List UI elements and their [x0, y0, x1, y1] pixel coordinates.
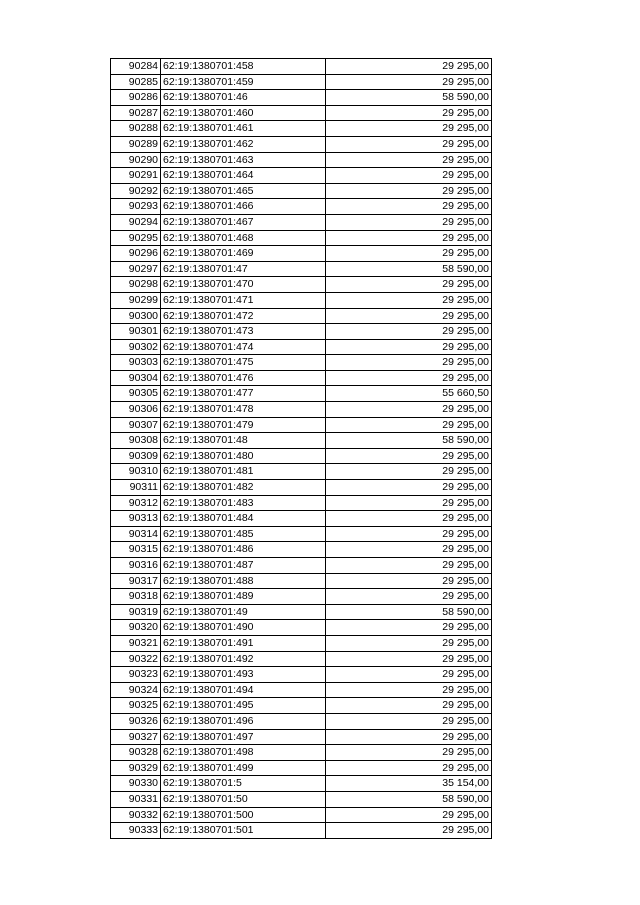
- cadastral-number-cell: 62:19:1380701:460: [161, 105, 326, 121]
- row-number-cell: 90311: [111, 480, 161, 496]
- table-row: [111, 277, 492, 293]
- value-cell: 29 295,00: [326, 573, 492, 589]
- row-number-cell: 90308: [111, 433, 161, 449]
- table-row: [111, 807, 492, 823]
- cadastral-number-cell: 62:19:1380701:469: [161, 246, 326, 262]
- table-row: [111, 558, 492, 574]
- row-number-cell: 90295: [111, 230, 161, 246]
- value-cell: 29 295,00: [326, 308, 492, 324]
- cadastral-number-cell: 62:19:1380701:495: [161, 698, 326, 714]
- value-cell: 29 295,00: [326, 448, 492, 464]
- row-number-cell: 90306: [111, 402, 161, 418]
- row-number-cell: 90307: [111, 417, 161, 433]
- value-cell: 29 295,00: [326, 152, 492, 168]
- table-row: [111, 589, 492, 605]
- value-cell: 29 295,00: [326, 230, 492, 246]
- value-cell: 58 590,00: [326, 90, 492, 106]
- table-row: [111, 604, 492, 620]
- cadastral-number-cell: 62:19:1380701:494: [161, 682, 326, 698]
- table-row: [111, 246, 492, 262]
- table-row: [111, 823, 492, 839]
- table-row: [111, 417, 492, 433]
- table-row: [111, 90, 492, 106]
- value-cell: 29 295,00: [326, 807, 492, 823]
- cadastral-number-cell: 62:19:1380701:463: [161, 152, 326, 168]
- row-number-cell: 90287: [111, 105, 161, 121]
- cadastral-number-cell: 62:19:1380701:48: [161, 433, 326, 449]
- table-row: [111, 776, 492, 792]
- value-cell: 29 295,00: [326, 698, 492, 714]
- table-row: [111, 495, 492, 511]
- row-number-cell: 90319: [111, 604, 161, 620]
- row-number-cell: 90303: [111, 355, 161, 371]
- cadastral-number-cell: 62:19:1380701:486: [161, 542, 326, 558]
- cadastral-number-cell: 62:19:1380701:468: [161, 230, 326, 246]
- row-number-cell: 90332: [111, 807, 161, 823]
- value-cell: 29 295,00: [326, 355, 492, 371]
- cadastral-number-cell: 62:19:1380701:46: [161, 90, 326, 106]
- row-number-cell: 90323: [111, 667, 161, 683]
- table-row: [111, 370, 492, 386]
- row-number-cell: 90310: [111, 464, 161, 480]
- value-cell: 29 295,00: [326, 370, 492, 386]
- value-cell: 29 295,00: [326, 558, 492, 574]
- value-cell: 29 295,00: [326, 682, 492, 698]
- row-number-cell: 90326: [111, 713, 161, 729]
- table-row: [111, 682, 492, 698]
- value-cell: 29 295,00: [326, 59, 492, 75]
- value-cell: 58 590,00: [326, 791, 492, 807]
- row-number-cell: 90309: [111, 448, 161, 464]
- table-row: [111, 542, 492, 558]
- table-row: [111, 152, 492, 168]
- table-row: [111, 433, 492, 449]
- cadastral-number-cell: 62:19:1380701:501: [161, 823, 326, 839]
- table-row: [111, 168, 492, 184]
- value-cell: 58 590,00: [326, 433, 492, 449]
- cadastral-number-cell: 62:19:1380701:5: [161, 776, 326, 792]
- table-row: [111, 261, 492, 277]
- row-number-cell: 90297: [111, 261, 161, 277]
- value-cell: 29 295,00: [326, 464, 492, 480]
- row-number-cell: 90314: [111, 526, 161, 542]
- cadastral-number-cell: 62:19:1380701:461: [161, 121, 326, 137]
- cadastral-number-cell: 62:19:1380701:483: [161, 495, 326, 511]
- table-row: [111, 511, 492, 527]
- row-number-cell: 90293: [111, 199, 161, 215]
- row-number-cell: 90301: [111, 324, 161, 340]
- value-cell: 29 295,00: [326, 667, 492, 683]
- table-row: [111, 355, 492, 371]
- table-row: [111, 729, 492, 745]
- cadastral-number-cell: 62:19:1380701:493: [161, 667, 326, 683]
- value-cell: 29 295,00: [326, 105, 492, 121]
- value-cell: 29 295,00: [326, 651, 492, 667]
- value-cell: 29 295,00: [326, 292, 492, 308]
- cadastral-number-cell: 62:19:1380701:474: [161, 339, 326, 355]
- value-cell: 29 295,00: [326, 277, 492, 293]
- row-number-cell: 90330: [111, 776, 161, 792]
- value-cell: 29 295,00: [326, 74, 492, 90]
- cadastral-number-cell: 62:19:1380701:459: [161, 74, 326, 90]
- table-row: [111, 402, 492, 418]
- row-number-cell: 90315: [111, 542, 161, 558]
- table-body: [111, 59, 492, 839]
- cadastral-value-table: [110, 58, 492, 839]
- table-row: [111, 651, 492, 667]
- cadastral-number-cell: 62:19:1380701:47: [161, 261, 326, 277]
- value-cell: 58 590,00: [326, 261, 492, 277]
- cadastral-number-cell: 62:19:1380701:477: [161, 386, 326, 402]
- row-number-cell: 90294: [111, 214, 161, 230]
- table-row: [111, 121, 492, 137]
- value-cell: 29 295,00: [326, 511, 492, 527]
- row-number-cell: 90312: [111, 495, 161, 511]
- value-cell: 29 295,00: [326, 495, 492, 511]
- row-number-cell: 90285: [111, 74, 161, 90]
- table-row: [111, 199, 492, 215]
- row-number-cell: 90286: [111, 90, 161, 106]
- table-row: [111, 386, 492, 402]
- table-row: [111, 214, 492, 230]
- value-cell: 29 295,00: [326, 823, 492, 839]
- table-row: [111, 745, 492, 761]
- cadastral-number-cell: 62:19:1380701:475: [161, 355, 326, 371]
- cadastral-number-cell: 62:19:1380701:479: [161, 417, 326, 433]
- cadastral-number-cell: 62:19:1380701:489: [161, 589, 326, 605]
- cadastral-number-cell: 62:19:1380701:499: [161, 760, 326, 776]
- row-number-cell: 90304: [111, 370, 161, 386]
- row-number-cell: 90291: [111, 168, 161, 184]
- value-cell: 55 660,50: [326, 386, 492, 402]
- table-row: [111, 667, 492, 683]
- row-number-cell: 90318: [111, 589, 161, 605]
- value-cell: 29 295,00: [326, 199, 492, 215]
- cadastral-number-cell: 62:19:1380701:500: [161, 807, 326, 823]
- row-number-cell: 90290: [111, 152, 161, 168]
- table-row: [111, 713, 492, 729]
- value-cell: 29 295,00: [326, 183, 492, 199]
- cadastral-number-cell: 62:19:1380701:466: [161, 199, 326, 215]
- row-number-cell: 90313: [111, 511, 161, 527]
- row-number-cell: 90331: [111, 791, 161, 807]
- table-row: [111, 339, 492, 355]
- cadastral-number-cell: 62:19:1380701:498: [161, 745, 326, 761]
- table-row: [111, 698, 492, 714]
- row-number-cell: 90324: [111, 682, 161, 698]
- cadastral-number-cell: 62:19:1380701:482: [161, 480, 326, 496]
- table-row: [111, 292, 492, 308]
- row-number-cell: 90329: [111, 760, 161, 776]
- value-cell: 29 295,00: [326, 713, 492, 729]
- row-number-cell: 90333: [111, 823, 161, 839]
- cadastral-number-cell: 62:19:1380701:49: [161, 604, 326, 620]
- row-number-cell: 90321: [111, 635, 161, 651]
- row-number-cell: 90305: [111, 386, 161, 402]
- value-cell: 58 590,00: [326, 604, 492, 620]
- table-row: [111, 480, 492, 496]
- value-cell: 29 295,00: [326, 635, 492, 651]
- table-row: [111, 620, 492, 636]
- table-row: [111, 324, 492, 340]
- cadastral-number-cell: 62:19:1380701:471: [161, 292, 326, 308]
- table-row: [111, 760, 492, 776]
- cadastral-number-cell: 62:19:1380701:462: [161, 136, 326, 152]
- value-cell: 29 295,00: [326, 620, 492, 636]
- table-row: [111, 573, 492, 589]
- row-number-cell: 90327: [111, 729, 161, 745]
- value-cell: 29 295,00: [326, 246, 492, 262]
- cadastral-number-cell: 62:19:1380701:491: [161, 635, 326, 651]
- cadastral-number-cell: 62:19:1380701:458: [161, 59, 326, 75]
- value-cell: 35 154,00: [326, 776, 492, 792]
- row-number-cell: 90322: [111, 651, 161, 667]
- cadastral-number-cell: 62:19:1380701:473: [161, 324, 326, 340]
- table-row: [111, 464, 492, 480]
- cadastral-number-cell: 62:19:1380701:488: [161, 573, 326, 589]
- cadastral-number-cell: 62:19:1380701:492: [161, 651, 326, 667]
- cadastral-number-cell: 62:19:1380701:497: [161, 729, 326, 745]
- table-row: [111, 105, 492, 121]
- cadastral-number-cell: 62:19:1380701:484: [161, 511, 326, 527]
- value-cell: 29 295,00: [326, 214, 492, 230]
- document-page-table: [110, 58, 491, 839]
- table-row: [111, 74, 492, 90]
- cadastral-number-cell: 62:19:1380701:490: [161, 620, 326, 636]
- value-cell: 29 295,00: [326, 121, 492, 137]
- table-row: [111, 59, 492, 75]
- row-number-cell: 90320: [111, 620, 161, 636]
- cadastral-number-cell: 62:19:1380701:487: [161, 558, 326, 574]
- cadastral-number-cell: 62:19:1380701:480: [161, 448, 326, 464]
- cadastral-number-cell: 62:19:1380701:464: [161, 168, 326, 184]
- row-number-cell: 90296: [111, 246, 161, 262]
- value-cell: 29 295,00: [326, 339, 492, 355]
- row-number-cell: 90317: [111, 573, 161, 589]
- row-number-cell: 90300: [111, 308, 161, 324]
- cadastral-number-cell: 62:19:1380701:465: [161, 183, 326, 199]
- row-number-cell: 90289: [111, 136, 161, 152]
- cadastral-number-cell: 62:19:1380701:496: [161, 713, 326, 729]
- row-number-cell: 90325: [111, 698, 161, 714]
- cadastral-number-cell: 62:19:1380701:485: [161, 526, 326, 542]
- value-cell: 29 295,00: [326, 417, 492, 433]
- table-row: [111, 183, 492, 199]
- value-cell: 29 295,00: [326, 542, 492, 558]
- value-cell: 29 295,00: [326, 136, 492, 152]
- row-number-cell: 90292: [111, 183, 161, 199]
- cadastral-number-cell: 62:19:1380701:50: [161, 791, 326, 807]
- table-row: [111, 635, 492, 651]
- cadastral-number-cell: 62:19:1380701:470: [161, 277, 326, 293]
- table-row: [111, 308, 492, 324]
- row-number-cell: 90288: [111, 121, 161, 137]
- cadastral-number-cell: 62:19:1380701:472: [161, 308, 326, 324]
- value-cell: 29 295,00: [326, 402, 492, 418]
- value-cell: 29 295,00: [326, 589, 492, 605]
- table-row: [111, 791, 492, 807]
- cadastral-number-cell: 62:19:1380701:467: [161, 214, 326, 230]
- value-cell: 29 295,00: [326, 168, 492, 184]
- row-number-cell: 90302: [111, 339, 161, 355]
- row-number-cell: 90299: [111, 292, 161, 308]
- cadastral-number-cell: 62:19:1380701:478: [161, 402, 326, 418]
- table-row: [111, 526, 492, 542]
- row-number-cell: 90316: [111, 558, 161, 574]
- value-cell: 29 295,00: [326, 760, 492, 776]
- row-number-cell: 90284: [111, 59, 161, 75]
- cadastral-number-cell: 62:19:1380701:481: [161, 464, 326, 480]
- value-cell: 29 295,00: [326, 324, 492, 340]
- value-cell: 29 295,00: [326, 526, 492, 542]
- table-row: [111, 448, 492, 464]
- value-cell: 29 295,00: [326, 745, 492, 761]
- value-cell: 29 295,00: [326, 729, 492, 745]
- cadastral-number-cell: 62:19:1380701:476: [161, 370, 326, 386]
- row-number-cell: 90298: [111, 277, 161, 293]
- row-number-cell: 90328: [111, 745, 161, 761]
- value-cell: 29 295,00: [326, 480, 492, 496]
- table-row: [111, 230, 492, 246]
- table-row: [111, 136, 492, 152]
